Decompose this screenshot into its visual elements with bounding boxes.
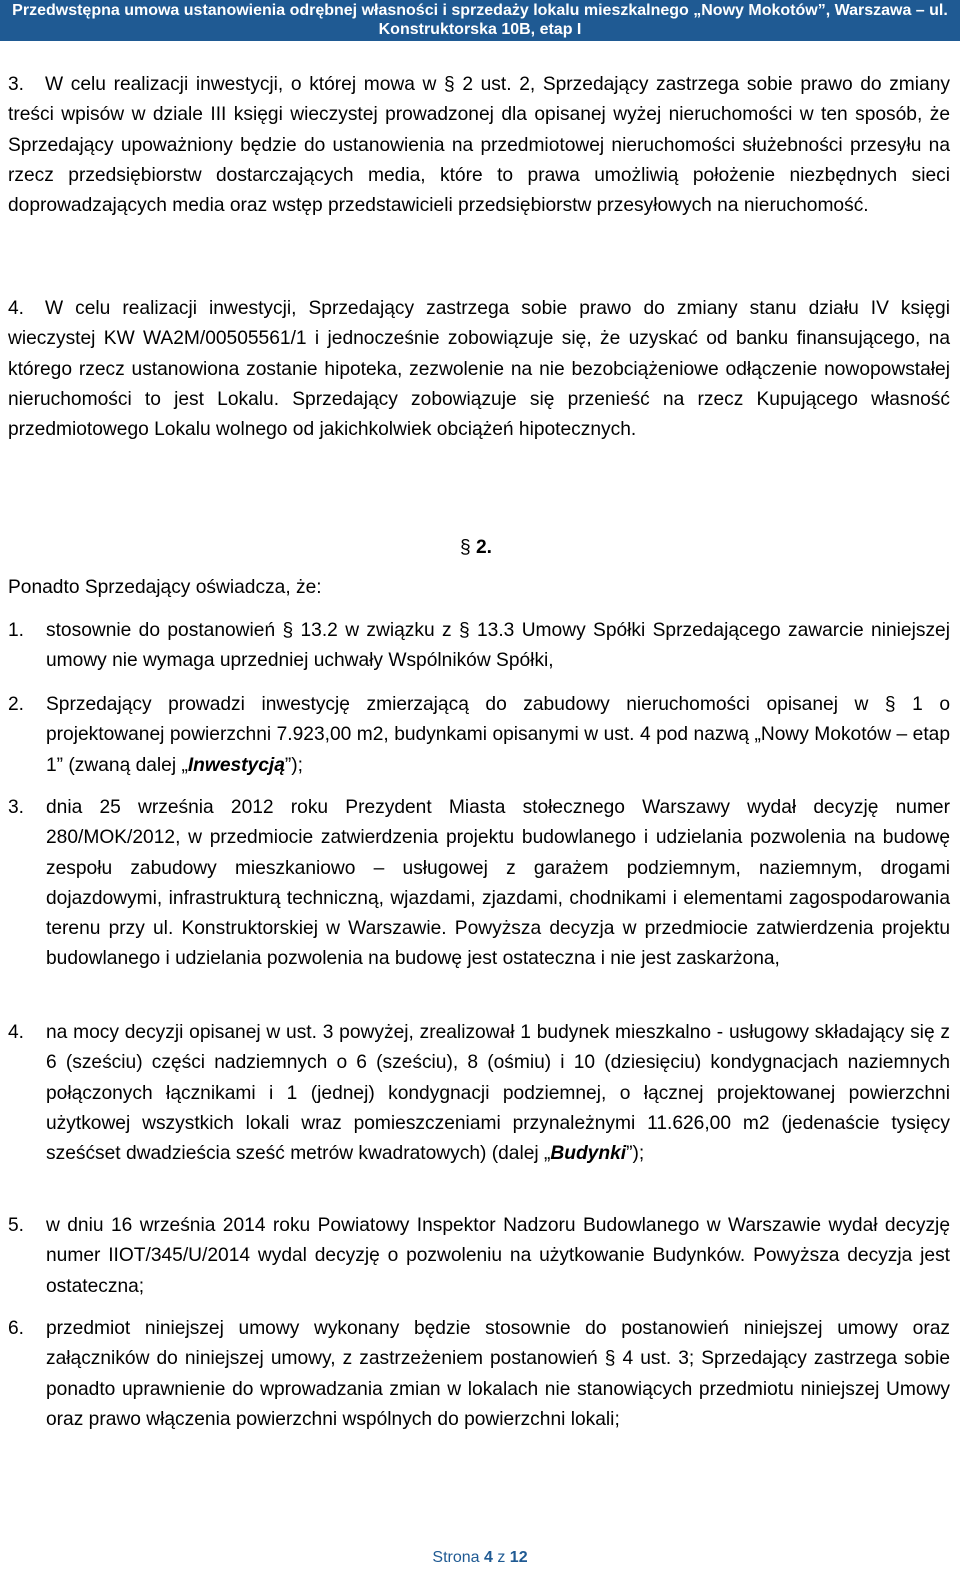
list-item-text: Sprzedający prowadzi inwestycję zmierzającą do zabudowy nieruchomości opisanej w § 1 o projektowanej powierzchni 7.923,00 m2, budynkami opisanymi w ust. 4 pod nazwą „Nowy Mokotów – etap 1” (zwaną dalej „Inwestycją”); <box>46 694 950 776</box>
paragraph-text: W celu realizacji inwestycji, Sprzedający zastrzega sobie prawo do zmiany stanu działu IV księgi wieczystej KW WA2M/00505561/1 i jednocześnie zobowiązuje się, że uzyskać od banku finansującego, na którego rzecz ustanowiona zostanie hipoteka, zezwolenie na nie bezobciążeniowe odłączenie nowopowstałej nieruchomości to jest Lokalu. Sprzedający zobowiązuje się przenieść na rzecz Kupującego własność przedmiotowego Lokalu wolnego od jakichkolwiek obciążeń hipotecznych. <box>8 298 950 441</box>
list-item-number: 3. <box>8 797 25 818</box>
intro-statement: Ponadto Sprzedający oświadcza, że: <box>8 577 322 598</box>
paragraph-text: W celu realizacji inwestycji, o której mowa w § 2 ust. 2, Sprzedający zastrzega sobie prawo do zmiany treści wpisów w dziale III księgi wieczystej prowadzonej dla opisanej wyżej nieruchomości w ten sposób, że Sprzedający upoważniony będzie do ustanowienia na przedmiotowej nieruchomości służebności przesyłu na rzecz przedsiębiorstw dostarczających media, które to prawa umożliwią położenie niezbędnych sieci doprowadzających media oraz wstęp przedstawicieli przedsiębiorstw przesyłowych na nieruchomość. <box>8 74 950 217</box>
section-mark: § <box>460 537 471 558</box>
list-item-number: 2. <box>8 694 25 715</box>
defined-term: Budynki <box>550 1143 627 1165</box>
list-item-text: przedmiot niniejszej umowy wykonany będzie stosownie do postanowień niniejszej umowy oraz załączników do niniejszej umowy, z zastrzeżeniem postanowień § 4 ust. 3; Sprzedający zastrzega sobie ponadto uprawnienie do wprowadzania zmian w lokalach nie stanowiących przedmiotu niniejszej Umowy oraz prawo włączenia powierzchni wspólnych do powierzchni lokali; <box>46 1318 950 1430</box>
defined-term: Inwestycją <box>187 754 285 776</box>
paragraph-4 <box>8 294 950 445</box>
list-item <box>8 793 950 975</box>
list-item-text: na mocy decyzji opisanej w ust. 3 powyżej, zrealizował 1 budynek mieszkalno - usługowy składający się z 6 (sześciu) części nadziemnych o 6 (sześciu), 8 (ośmiu) i 10 (dziesięciu) kondygnacjach naziemnych połączonych łącznikami i 1 (jednej) kondygnacji podziemnej, o łącznej projektowanej powierzchni użytkowej wszystkich lokali wraz pomieszczeniami przynależnymi 11.626,00 m2 (jedenaście tysięcy sześćset dwadzieścia sześć metrów kwadratowych) (dalej „Budynki”); <box>46 1022 950 1165</box>
paragraph-number: 4. <box>8 298 25 319</box>
document-header <box>0 0 960 41</box>
paragraph-3 <box>8 70 950 221</box>
page-label: Strona <box>432 1549 480 1566</box>
list-item-number: 4. <box>8 1022 25 1043</box>
list-item-number: 5. <box>8 1215 25 1236</box>
header-title-line2: Konstruktorska 10B, etap I <box>378 21 582 38</box>
list-item-number: 1. <box>8 620 25 641</box>
page-number: 4 <box>483 1549 493 1566</box>
paragraph-number: 3. <box>8 74 25 95</box>
list-item-text: stosownie do postanowień § 13.2 w związku z § 13.3 Umowy Spółki Sprzedającego zawarcie niniejszej umowy nie wymaga uprzedniej uchwały Wspólników Spółki, <box>46 620 950 672</box>
section-number: 2. <box>476 537 493 558</box>
list-item <box>8 690 950 781</box>
list-item-text: dnia 25 września 2012 roku Prezydent Miasta stołecznego Warszawy wydał decyzję numer 280/MOK/2012, w przedmiocie zatwierdzenia projektu budowlanego i udzielania pozwolenia na budowę zespołu zabudowy mieszkaniowo – usługowej z garażem podziemnym, naziemnym, drogami dojazdowymi, infrastrukturą techniczną, wjazdami, zjazdami, chodnikami i elementami zagospodarowania terenu przy ul. Konstruktorskiej w Warszawie. Powyższa decyzja w przedmiocie zatwierdzenia projektu budowlanego i udzielania pozwolenia na budowę jest ostateczna i nie jest zaskarżona, <box>46 797 950 970</box>
section-heading <box>460 533 492 563</box>
page-total: 12 <box>509 1549 528 1566</box>
list-item <box>8 1314 950 1435</box>
header-title-line1: Przedwstępna umowa ustanowienia odrębnej własności i sprzedaży lokalu mieszkalnego „Nowy Mokotów”, Warszawa – ul. <box>12 2 948 19</box>
list-item <box>8 616 950 677</box>
page-separator: z <box>497 1549 506 1566</box>
list-item-text: w dniu 16 września 2014 roku Powiatowy Inspektor Nadzoru Budowlanego w Warszawie wydał decyzję numer IIOT/345/U/2014 wydal decyzję o pozwoleniu na użytkowanie Budynków. Powyższa decyzja jest ostateczna; <box>46 1215 950 1297</box>
page-footer <box>0 1549 960 1567</box>
list-item-number: 6. <box>8 1318 25 1339</box>
list-item <box>8 1211 950 1302</box>
list-item <box>8 1018 950 1169</box>
